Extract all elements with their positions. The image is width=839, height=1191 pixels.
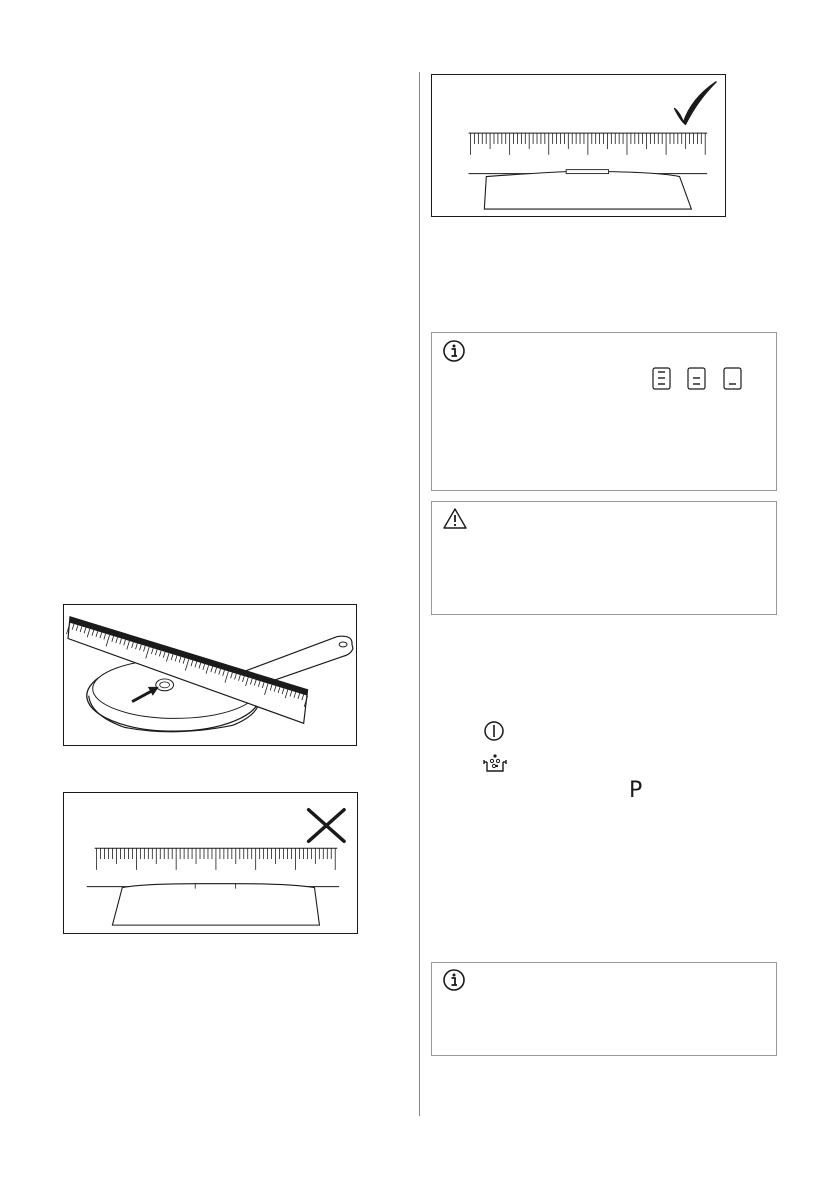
display-indicator-2-bars-icon [686,367,708,391]
info-note-2 [431,962,777,1056]
info-note-1 [431,332,777,491]
cross-icon [309,810,344,842]
ruler-on-pan-illustration [64,605,356,745]
ruler-on-pan-figure [63,604,357,746]
checkmark-icon [675,82,716,124]
column-divider [419,72,420,1116]
pause-symbol: P [629,778,643,803]
display-indicator-3-bars-icon [651,367,673,391]
warning-note [431,501,777,615]
correct-pan-illustration [432,75,725,216]
info-icon [442,968,466,992]
correct-pan-figure [431,74,726,217]
info-icon [442,339,466,363]
incorrect-pan-illustration [64,793,357,933]
pot-boil-icon [482,752,508,774]
warning-triangle-icon [442,507,468,531]
power-icon [483,720,505,742]
incorrect-pan-figure [63,792,358,934]
display-indicator-1-bar-icon [722,367,744,391]
